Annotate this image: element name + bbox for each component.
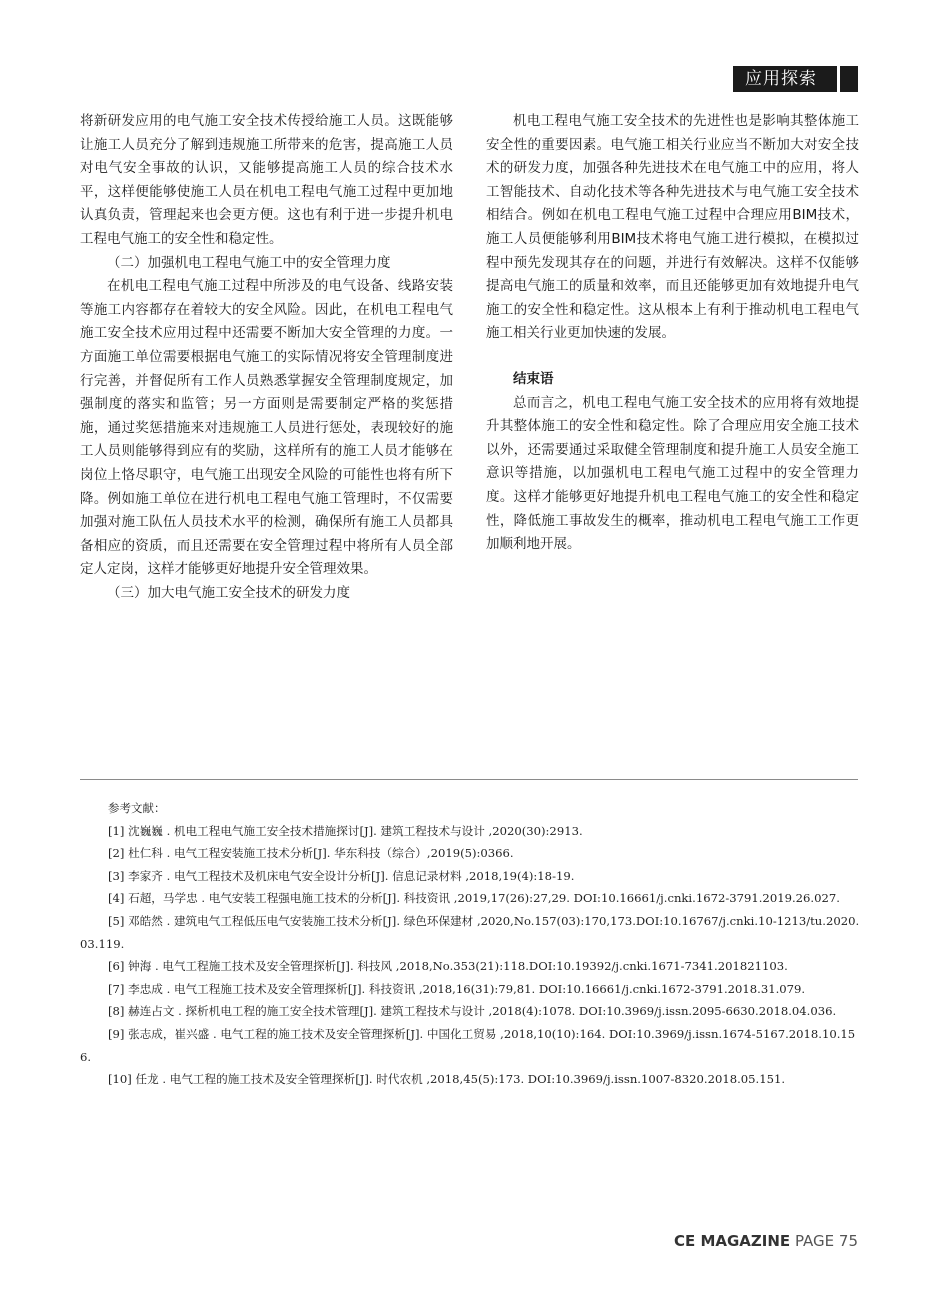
paragraph: 总而言之，机电工程电气施工安全技术的应用将有效地提升其整体施工的安全性和稳定性。除了合理应用安全施工技术以外，还需要通过采取健全管理制度和提升施工人员安全施工意识等措施，以加强机电工程电气施工过程中的安全管理力度。这样才能够更好地提升机电工程电气施工的安全性和稳定性，降低施工事故发生的概率，推动机电工程电气施工工作更加顺利地开展。 <box>486 394 859 553</box>
page-number: PAGE 75 <box>794 1232 858 1250</box>
reference-item: [3] 李家齐 . 电气工程技术及机床电气安全设计分析[J]. 信息记录材料 ,2018,19(4):18-19. <box>108 868 575 883</box>
paragraph: 将新研发应用的电气施工安全技术传授给施工人员。这既能够让施工人员充分了解到违规施工所带来的危害，提高施工人员对电气安全事故的认识，又能够提高施工人员的综合技术水平，这样便能够使施工人员在机电工程电气施工过程中更加地认真负责，管理起来也会更方便。这也有利于进一步提升机电工程电气施工的安全性和稳定性。 <box>80 113 453 247</box>
paragraph: 机电工程电气施工安全技术的先进性也是影响其整体施工安全性的重要因素。电气施工相关行业应当不断加大对安全技术的研发力度，加强各种先进技术在电气施工中的应用，将人工智能技术、自动化技术等各种先进技术与电气施工安全技术相结合。例如在机电工程电气施工过程中合理应用BIM技术，施工人员便能够利用BIM技术将电气施工进行模拟，在模拟过程中预先发现其存在的问题，并进行有效解决。这样不仅能够提高电气施工的质量和效率，而且还能够更加有效地提升电气施工的安全性和稳定性。这从根本上有利于推动机电工程电气施工相关行业更加快速的发展。 <box>486 113 859 342</box>
reference-item: [2] 杜仁科 . 电气工程安装施工技术分析[J]. 华东科技（综合）,2019(5):0366. <box>108 846 514 861</box>
conclusion-heading: 结束语 <box>513 370 554 387</box>
references-title: 参考文献： <box>108 801 166 815</box>
reference-item: [1] 沈巍巍 . 机电工程电气施工安全技术措施探讨[J]. 建筑工程技术与设计 ,2020(30):2913. <box>108 823 583 838</box>
page-footer <box>674 1232 858 1250</box>
subheading: （三）加大电气施工安全技术的研发力度 <box>107 584 350 601</box>
left-column <box>80 110 453 605</box>
section-tag-divider <box>837 66 840 92</box>
reference-item: [7] 李忠成 . 电气工程施工技术及安全管理探析[J]. 科技资讯 ,2018,16(31):79,81. DOI:10.16661/j.cnki.1672-3791.2018.31.079. <box>108 981 806 996</box>
references <box>80 797 860 1091</box>
right-column <box>486 110 859 557</box>
subheading: （二）加强机电工程电气施工中的安全管理力度 <box>107 254 391 271</box>
paragraph: 在机电工程电气施工过程中所涉及的电气设备、线路安装等施工内容都存在着较大的安全风险。因此，在机电工程电气施工安全技术应用过程中还需要不断加大安全管理的力度。一方面施工单位需要根据电气施工的实际情况将安全管理制度进行完善，并督促所有工作人员熟悉掌握安全管理制度规定，加强制度的落实和监管；另一方面则是需要制定严格的奖惩措施，通过奖惩措施来对违规施工人员进行惩处，表现较好的施工人员则能够得到应有的奖励，这样所有的施工人员才能够在岗位上恪尽职守，电气施工出现安全风险的可能性也将有所下降。例如施工单位在进行机电工程电气施工管理时，不仅需要加强对施工队伍人员技术水平的检测，确保所有施工人员都具备相应的资质，而且还需要在安全管理过程中将所有人员全部定人定岗，这样才能够更好地提升安全管理效果。 <box>80 278 453 578</box>
reference-item: [6] 钟海 . 电气工程施工技术及安全管理探析[J]. 科技风 ,2018,No.353(21):118.DOI:10.19392/j.cnki.1671-7341.201821103. <box>108 959 788 974</box>
reference-item: [9] 张志成，崔兴盛 . 电气工程的施工技术及安全管理探析[J]. 中国化工贸易 ,2018,10(10):164. DOI:10.3969/j.issn.1674-5167.2018.10.156. <box>80 1026 856 1064</box>
reference-item: [8] 赫连占文 . 探析机电工程的施工安全技术管理[J]. 建筑工程技术与设计 ,2018(4):1078. DOI:10.3969/j.issn.2095-6630.2018.04.036. <box>108 1004 837 1019</box>
section-tag <box>733 66 858 92</box>
references-divider <box>80 779 858 780</box>
section-title: 应用探索 <box>745 69 817 89</box>
reference-item: [4] 石超，马学忠 . 电气安装工程强电施工技术的分析[J]. 科技资讯 ,2019,17(26):27,29. DOI:10.16661/j.cnki.1672-3791.2019.26.027. <box>108 891 840 906</box>
reference-item: [5] 邓皓然 . 建筑电气工程低压电气安装施工技术分析[J]. 绿色环保建材 ,2020,No.157(03):170,173.DOI:10.16767/j.cnki.10-1213/tu.2020.03.119. <box>80 913 860 951</box>
reference-item: [10] 任龙 . 电气工程的施工技术及安全管理探析[J]. 时代农机 ,2018,45(5):173. DOI:10.3969/j.issn.1007-8320.2018.05.151. <box>108 1072 786 1087</box>
magazine-name: CE MAGAZINE <box>673 1232 791 1250</box>
